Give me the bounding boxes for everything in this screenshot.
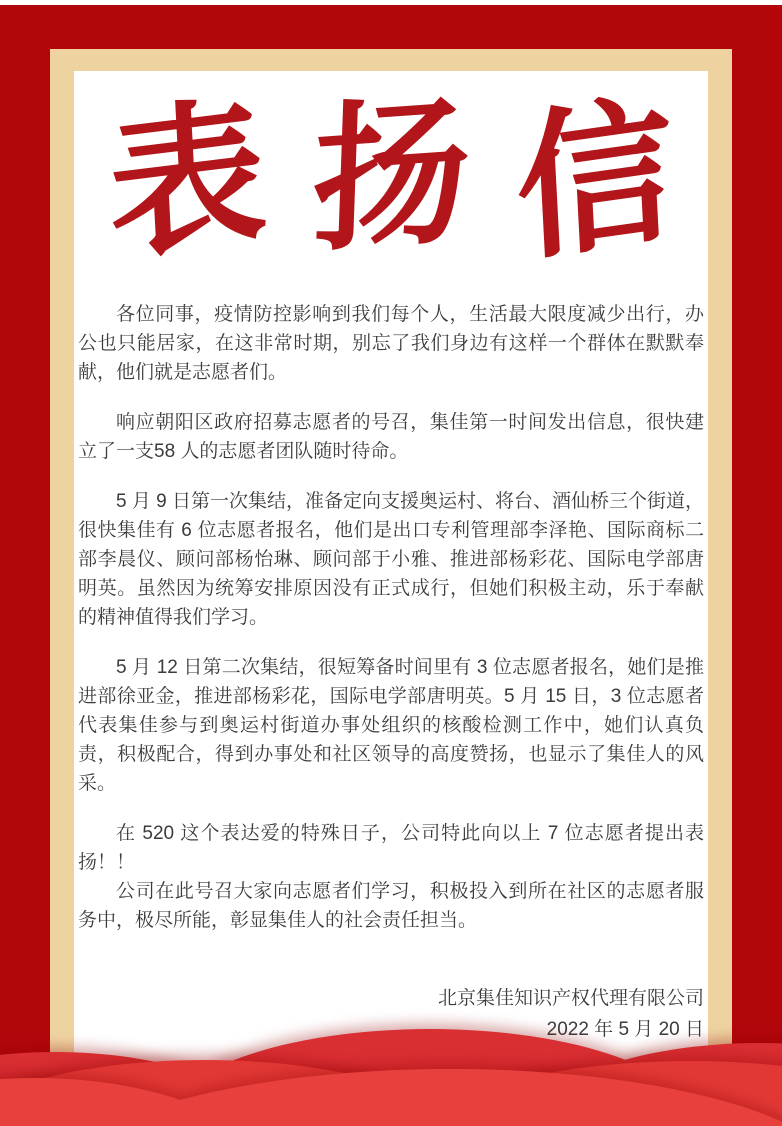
red-waves-decoration — [0, 1006, 782, 1126]
paragraph-second-assembly: 5 月 12 日第二次集结，很短筹备时间里有 3 位志愿者报名，她们是推进部徐亚金，推进部杨彩花，国际电学部唐明英。5 月 15 日，3 位志愿者代表集佳参与到奥运村街道办事处组织的核酸检测工作中，她们认真负责，积极配合，得到办事处和社区领导的高度赞扬，也显示了集佳人的风采。 — [78, 657, 704, 794]
paragraph-commendation: 在 520 这个表达爱的特殊日子，公司特此向以上 7 位志愿者提出表扬！！ — [78, 823, 704, 873]
title-char-2: 扬 — [309, 83, 474, 271]
paragraph-greeting: 各位同事，疫情防控影响到我们每个人，生活最大限度减少出行，办公也只能居家，在这非常时期，别忘了我们身边有这样一个群体在默默奉献，他们就是志愿者们。 — [78, 304, 704, 383]
letter-paper — [74, 71, 708, 1126]
signature-date: 2022 年 5 月 20 日 — [546, 1019, 704, 1040]
signature-company: 北京集佳知识产权代理有限公司 — [437, 988, 704, 1009]
title-char-3: 信 — [512, 81, 678, 281]
letter-body — [78, 300, 704, 935]
paragraph-call-to-action: 公司在此号召大家向志愿者们学习，积极投入到所在社区的志愿者服务中，极尽所能，彰显集佳人的社会责任担当。 — [78, 881, 704, 931]
title-char-1: 表 — [103, 83, 271, 279]
letter-title — [78, 81, 704, 281]
paragraph-first-assembly: 5 月 9 日第一次集结，准备定向支援奥运村、将台、酒仙桥三个街道，很快集佳有 6 位志愿者报名，他们是出口专利管理部李泽艳、国际商标二部李晨仪、顾问部杨怡琳、顾问部于小雅、推进部杨彩花、国际电学部唐明英。虽然因为统筹安排原因没有正式成行，但她们积极主动，乐于奉献的精神值得我们学习。 — [78, 491, 704, 628]
paragraph-volunteer-team: 响应朝阳区政府招募志愿者的号召，集佳第一时间发出信息，很快建立了一支58 人的志愿者团队随时待命。 — [78, 412, 704, 462]
